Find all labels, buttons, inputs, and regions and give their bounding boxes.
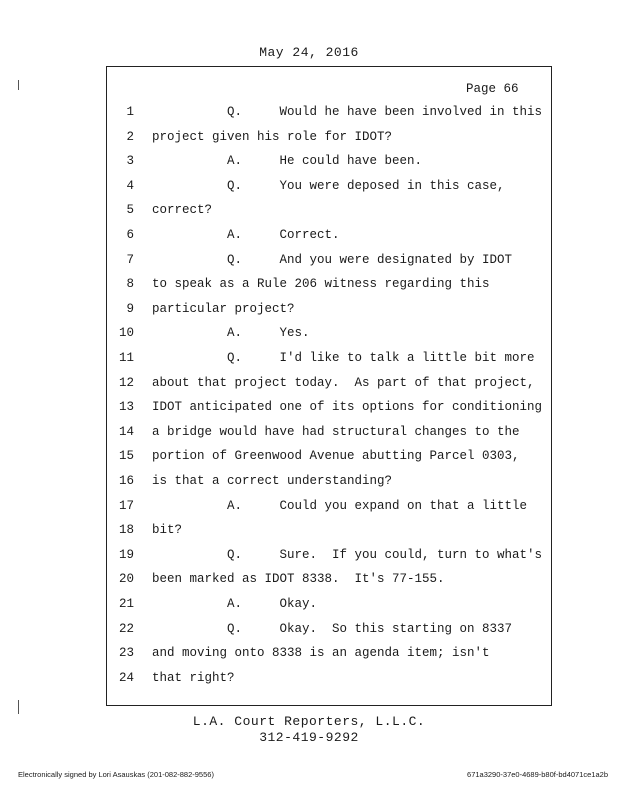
line-number: 14 xyxy=(118,424,134,439)
court-reporter-phone: 312-419-9292 xyxy=(259,730,359,745)
court-reporter-name: L.A. Court Reporters, L.L.C. xyxy=(192,714,426,729)
line-text: is that a correct understanding? xyxy=(152,474,393,488)
transcript-line xyxy=(0,569,618,589)
line-number: 8 xyxy=(126,277,134,292)
line-number: 18 xyxy=(118,523,134,538)
transcript-line xyxy=(0,594,618,614)
line-number: 15 xyxy=(118,449,134,464)
transcript-line xyxy=(0,176,618,196)
transcript-line xyxy=(0,225,618,245)
line-number: 6 xyxy=(126,228,134,242)
line-number: 23 xyxy=(118,646,134,661)
line-text: Q. Would he have been involved in this xyxy=(152,105,543,119)
transcript-line xyxy=(0,127,618,147)
electronic-signature: Electronically signed by Lori Asauskas (201-082-882-9556) xyxy=(18,770,214,779)
line-text: and moving onto 8338 is an agenda item; isn't xyxy=(152,646,490,661)
transcript-line xyxy=(0,397,618,417)
line-text: Q. You were deposed in this case, xyxy=(152,178,505,193)
transcript-line xyxy=(0,446,618,466)
transcript-line xyxy=(0,643,618,663)
line-number: 19 xyxy=(118,547,134,562)
line-text: IDOT anticipated one of its options for conditioning xyxy=(152,400,543,415)
line-text: been marked as IDOT 8338. It's 77-155. xyxy=(152,572,445,587)
transcript-line xyxy=(0,274,618,294)
transcript-line xyxy=(0,422,618,442)
line-text: to speak as a Rule 206 witness regarding this xyxy=(152,277,490,292)
line-text: A. He could have been. xyxy=(152,154,423,169)
line-number: 9 xyxy=(126,301,134,316)
line-number: 1 xyxy=(126,105,134,119)
line-text: that right? xyxy=(152,670,235,685)
transcript-line xyxy=(0,250,618,270)
transcript-line xyxy=(0,151,618,171)
line-text: bit? xyxy=(152,523,183,538)
transcript-line xyxy=(0,299,618,319)
document-hash: 671a3290-37e0-4689-b80f-bd4071ce1a2b xyxy=(467,770,608,779)
line-text: portion of Greenwood Avenue abutting Parcel 0303, xyxy=(152,449,520,464)
transcript-line xyxy=(0,200,618,220)
line-number: 12 xyxy=(118,375,134,390)
line-text: A. Okay. xyxy=(152,597,318,611)
line-number: 21 xyxy=(118,597,134,611)
line-number: 20 xyxy=(118,572,134,587)
line-text: correct? xyxy=(152,203,213,218)
transcript-date: May 24, 2016 xyxy=(259,45,359,60)
transcript-line xyxy=(0,496,618,516)
line-text: Q. Sure. If you could, turn to what's xyxy=(152,547,543,562)
transcript-line xyxy=(0,348,618,368)
line-number: 7 xyxy=(126,252,134,267)
line-number: 2 xyxy=(126,129,134,144)
line-number: 24 xyxy=(118,670,134,685)
line-number: 3 xyxy=(126,154,134,169)
line-text: A. Could you expand on that a little xyxy=(152,498,528,513)
line-number: 17 xyxy=(118,498,134,513)
transcript-line xyxy=(0,668,618,688)
transcript-line xyxy=(0,545,618,565)
line-text: project given his role for IDOT? xyxy=(152,129,393,144)
transcript-line xyxy=(0,520,618,540)
transcript-line xyxy=(0,619,618,639)
scan-mark xyxy=(18,700,19,714)
line-text: about that project today. As part of that project, xyxy=(152,375,535,390)
line-text: Q. And you were designated by IDOT xyxy=(152,252,513,267)
transcript-line xyxy=(0,471,618,491)
scan-mark xyxy=(18,80,19,90)
line-text: a bridge would have had structural changes to the xyxy=(152,424,520,439)
page-number: Page 66 xyxy=(466,82,519,96)
line-number: 11 xyxy=(118,351,134,365)
transcript-line xyxy=(0,373,618,393)
line-number: 16 xyxy=(118,474,134,488)
transcript-line xyxy=(0,323,618,343)
line-number: 13 xyxy=(118,400,134,415)
line-number: 22 xyxy=(118,621,134,636)
transcript-line xyxy=(0,102,618,122)
line-number: 4 xyxy=(126,178,134,193)
line-number: 5 xyxy=(126,203,134,218)
line-text: A. Yes. xyxy=(152,326,310,341)
line-text: A. Correct. xyxy=(152,228,340,242)
line-number: 10 xyxy=(118,326,134,341)
line-text: particular project? xyxy=(152,301,295,316)
line-text: Q. Okay. So this starting on 8337 xyxy=(152,621,513,636)
line-text: Q. I'd like to talk a little bit more xyxy=(152,351,535,365)
